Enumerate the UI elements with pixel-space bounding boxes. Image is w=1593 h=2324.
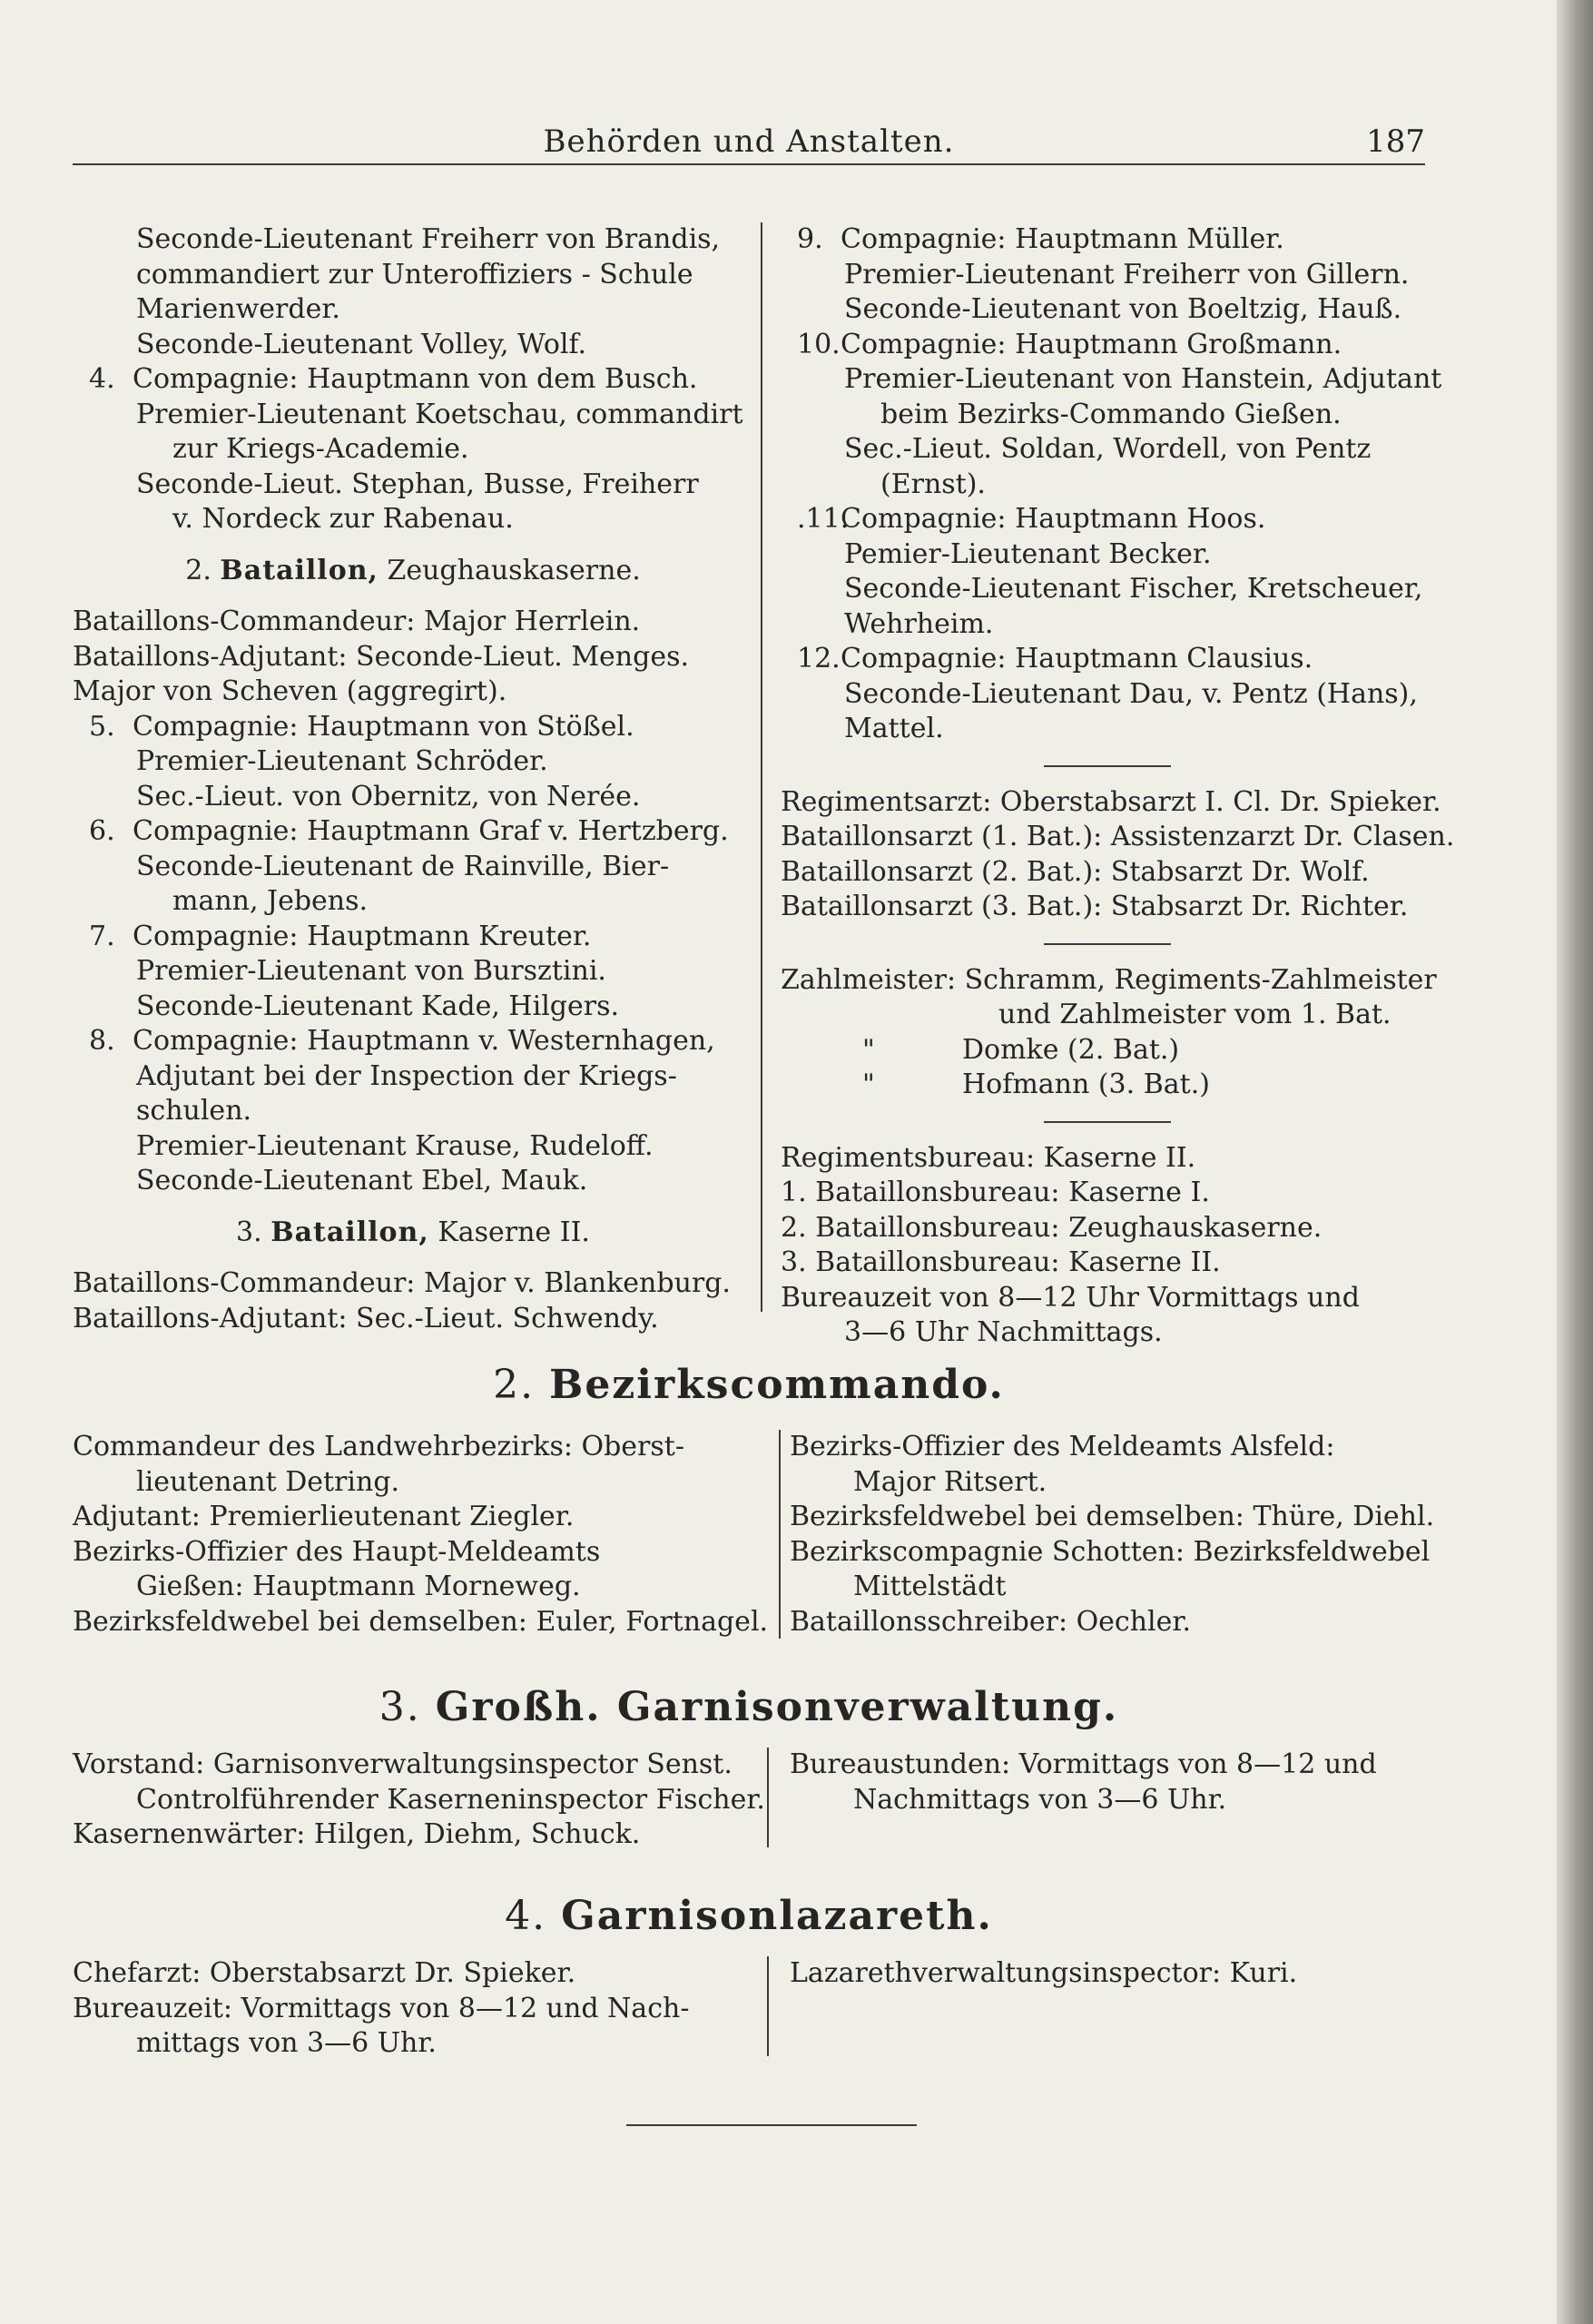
section3-left <box>73 1748 765 1853</box>
section-title: Garnisonlazareth. <box>561 1893 993 1939</box>
company-text: Compagnie: Hauptmann von Stößel. <box>133 710 634 743</box>
text-line: 2. Bataillonsbureau: Zeughauskaserne. <box>781 1211 1323 1244</box>
text-line: Adjutant bei der Inspection der Kriegs- <box>136 1059 677 1092</box>
company-number: 9. <box>797 223 823 255</box>
running-header <box>73 118 1425 165</box>
text-line: Premier-Lieutenant Schröder. <box>136 745 548 777</box>
section-number: 2. <box>493 1362 536 1408</box>
text-line: Seconde-Lieutenant Fischer, Kretscheuer, <box>844 573 1423 605</box>
page-number: 187 <box>1366 123 1425 160</box>
company-line <box>73 1024 753 1059</box>
text-line: Bezirksfeldwebel bei demselben: Euler, Fortnagel. <box>73 1605 769 1638</box>
closing-rule <box>626 2124 917 2126</box>
company-line <box>781 642 1434 677</box>
text-line: Seconde-Lieut. Stephan, Busse, Freiherr <box>136 468 699 500</box>
company-number: 7. <box>89 920 115 952</box>
text-line: 3—6 Uhr Nachmittags. <box>844 1316 1163 1348</box>
company-text: Compagnie: Hauptmann Müller. <box>841 223 1284 255</box>
text-line: Seconde-Lieutenant Kade, Hilgers. <box>136 990 620 1022</box>
company-line <box>73 710 753 745</box>
text-line: Controlführender Kaserneninspector Fischer. <box>136 1783 765 1816</box>
text-line: Mittelstädt <box>853 1571 1007 1602</box>
company-line <box>73 814 753 850</box>
header-title: Behörden und Anstalten. <box>543 123 955 160</box>
text-line: Major Ritsert. <box>853 1465 1047 1498</box>
company-number: 10. <box>797 328 841 360</box>
text-line: Bataillonsschreiber: Oechler. <box>790 1605 1191 1638</box>
text-line: Seconde-Lieutenant Dau, v. Pentz (Hans), <box>844 677 1418 710</box>
ditto-mark: " <box>862 1068 875 1100</box>
text-line: Commandeur des Landwehrbezirks: Oberst- <box>73 1431 684 1462</box>
company-line <box>73 920 753 955</box>
text-line: Sec.-Lieut. von Obernitz, von Nerée. <box>136 780 641 812</box>
text-line: Premier-Lieutenant Freiherr von Gillern. <box>844 258 1410 290</box>
text-line: Major von Scheven (aggregirt). <box>73 675 507 707</box>
text-line: Premier-Lieutenant Koetschau, commandirt <box>136 398 743 430</box>
section-heading <box>73 1684 1425 1730</box>
battalion-place: Zeughauskaserne. <box>387 554 641 586</box>
text-line: Premier-Lieutenant von Hanstein, Adjutant <box>844 363 1442 395</box>
battalion-number: 3. <box>236 1216 262 1248</box>
text-line: Bezirkscompagnie Schotten: Bezirksfeldwebel <box>790 1535 1431 1568</box>
text-line: Seconde-Lieutenant Volley, Wolf. <box>136 328 587 360</box>
page-edge <box>1557 0 1593 2324</box>
section-number: 4. <box>505 1893 547 1939</box>
text-line: commandiert zur Unteroffiziers - Schule <box>136 258 693 290</box>
section3-right <box>790 1748 1443 1817</box>
left-column-regiment <box>73 222 753 1336</box>
right-column-regiment <box>781 222 1455 1351</box>
battalion-heading <box>73 1216 753 1251</box>
paymaster-name: Hofmann (3. Bat.) <box>962 1068 1210 1100</box>
text-line: Premier-Lieutenant von Bursztini. <box>136 955 606 987</box>
text-line: v. Nordeck zur Rabenau. <box>172 503 514 535</box>
text-line: Bataillons-Commandeur: Major Herrlein. <box>73 606 641 637</box>
text-line: Gießen: Hauptmann Morneweg. <box>136 1571 581 1602</box>
text-line <box>781 1033 1434 1068</box>
column-divider <box>779 1430 781 1639</box>
text-line: Seconde-Lieutenant Freiherr von Brandis, <box>136 223 721 255</box>
text-line: Seconde-Lieutenant Ebel, Mauk. <box>136 1165 588 1196</box>
text-line: Bureauzeit: Vormittags von 8—12 und Nach- <box>73 1992 690 2024</box>
text-line: 1. Bataillonsbureau: Kaserne I. <box>781 1177 1210 1208</box>
text-line: Adjutant: Premierlieutenant Ziegler. <box>73 1501 575 1532</box>
text-line: Wehrheim. <box>844 607 994 640</box>
company-line <box>781 222 1434 258</box>
company-text: Compagnie: Hauptmann v. Westernhagen, <box>133 1025 715 1057</box>
text-line: Bataillons-Adjutant: Seconde-Lieut. Menges. <box>73 640 690 673</box>
text-line: Mattel. <box>844 713 944 744</box>
text-line: Bureauzeit von 8—12 Uhr Vormittags und <box>781 1281 1360 1314</box>
text-line: Bezirks-Offizier des Haupt-Meldeamts <box>73 1535 601 1568</box>
text-line: Regimentsbureau: Kaserne II. <box>781 1141 1196 1174</box>
paymaster-name: Domke (2. Bat.) <box>962 1033 1180 1066</box>
rule <box>1044 765 1171 767</box>
company-line <box>73 362 753 398</box>
company-text: Compagnie: Hauptmann Hoos. <box>841 503 1266 535</box>
company-number: 5. <box>89 710 115 743</box>
company-line <box>781 328 1434 363</box>
text-line: Bezirks-Offizier des Meldeamts Alsfeld: <box>790 1431 1335 1462</box>
text-line <box>781 1068 1434 1103</box>
text-line: und Zahlmeister vom 1. Bat. <box>998 999 1391 1030</box>
text-line: Bataillons-Adjutant: Sec.-Lieut. Schwendy. <box>73 1302 659 1334</box>
battalion-number: 2. <box>185 554 211 586</box>
text-line: Chefarzt: Oberstabsarzt Dr. Spieker. <box>73 1957 576 1989</box>
company-text: Compagnie: Hauptmann von dem Busch. <box>133 363 698 395</box>
company-number: 8. <box>89 1025 115 1057</box>
text-line: Zahlmeister: Schramm, Regiments-Zahlmeister <box>781 963 1437 996</box>
section-title: Bezirkscommando. <box>549 1362 1005 1408</box>
ditto-mark: " <box>862 1033 875 1066</box>
text-line: Nachmittags von 3—6 Uhr. <box>853 1783 1227 1816</box>
column-divider <box>761 222 762 1312</box>
text-line: Seconde-Lieutenant von Boeltzig, Hauß. <box>844 293 1402 325</box>
text-line: (Ernst). <box>880 468 986 500</box>
text-line: Bataillonsarzt (1. Bat.): Assistenzarzt Dr. Clasen. <box>781 821 1455 852</box>
text-line: Bureaustunden: Vormittags von 8—12 und <box>790 1748 1377 1780</box>
text-line: schulen. <box>136 1095 252 1127</box>
text-line: Seconde-Lieutenant de Rainville, Bier- <box>136 850 670 882</box>
text-line: 3. Bataillonsbureau: Kaserne II. <box>781 1246 1221 1278</box>
section-number: 3. <box>379 1684 421 1730</box>
battalion-heading <box>73 554 753 589</box>
section-heading <box>73 1893 1425 1939</box>
text-line: Bataillons-Commandeur: Major v. Blankenburg. <box>73 1267 731 1299</box>
company-text: Compagnie: Hauptmann Graf v. Hertzberg. <box>133 815 729 847</box>
text-line: mann, Jebens. <box>172 885 369 917</box>
rule <box>1044 943 1171 945</box>
text-line: Bataillonsarzt (2. Bat.): Stabsarzt Dr. Wolf. <box>781 855 1370 888</box>
text-line: zur Kriegs-Academie. <box>172 433 469 465</box>
company-text: Compagnie: Hauptmann Clausius. <box>841 643 1313 675</box>
rule <box>1044 1121 1171 1123</box>
battalion-name: Bataillon, <box>270 1216 429 1248</box>
text-line: Pemier-Lieutenant Becker. <box>844 537 1212 570</box>
text-line: Vorstand: Garnisonverwaltungsinspector Senst. <box>73 1748 733 1780</box>
section2-left <box>73 1430 769 1640</box>
section4-left <box>73 1956 762 2062</box>
company-text: Compagnie: Hauptmann Großmann. <box>841 328 1342 360</box>
company-text: Compagnie: Hauptmann Kreuter. <box>133 920 592 952</box>
text-line: Lazarethverwaltungsinspector: Kuri. <box>790 1957 1298 1989</box>
column-divider <box>767 1748 769 1847</box>
battalion-place: Kaserne II. <box>438 1216 590 1248</box>
text-line: beim Bezirks-Commando Gießen. <box>880 398 1342 430</box>
text-line: Bezirksfeldwebel bei demselben: Thüre, Diehl. <box>790 1501 1435 1532</box>
section-title: Großh. Garnisonverwaltung. <box>435 1684 1119 1730</box>
text-line: mittags von 3—6 Uhr. <box>136 2027 437 2059</box>
company-line <box>781 502 1434 537</box>
text-line: Sec.-Lieut. Soldan, Wordell, von Pentz <box>844 433 1372 465</box>
text-line: Marienwerder. <box>136 293 340 325</box>
section4-right <box>790 1956 1443 1992</box>
company-number: 12. <box>797 643 841 675</box>
text-line: Regimentsarzt: Oberstabsarzt I. Cl. Dr. Spieker. <box>781 785 1441 818</box>
section2-right <box>790 1430 1443 1640</box>
text-line: Bataillonsarzt (3. Bat.): Stabsarzt Dr. Richter. <box>781 891 1409 922</box>
column-divider <box>767 1956 769 2056</box>
section-heading <box>73 1362 1425 1408</box>
text-line: Premier-Lieutenant Krause, Rudeloff. <box>136 1129 654 1162</box>
company-number: .11. <box>797 503 850 535</box>
text-line: Kasernenwärter: Hilgen, Diehm, Schuck. <box>73 1818 641 1850</box>
battalion-name: Bataillon, <box>220 554 379 586</box>
company-number: 6. <box>89 815 115 847</box>
company-number: 4. <box>89 363 115 395</box>
text-line: lieutenant Detring. <box>136 1465 400 1498</box>
